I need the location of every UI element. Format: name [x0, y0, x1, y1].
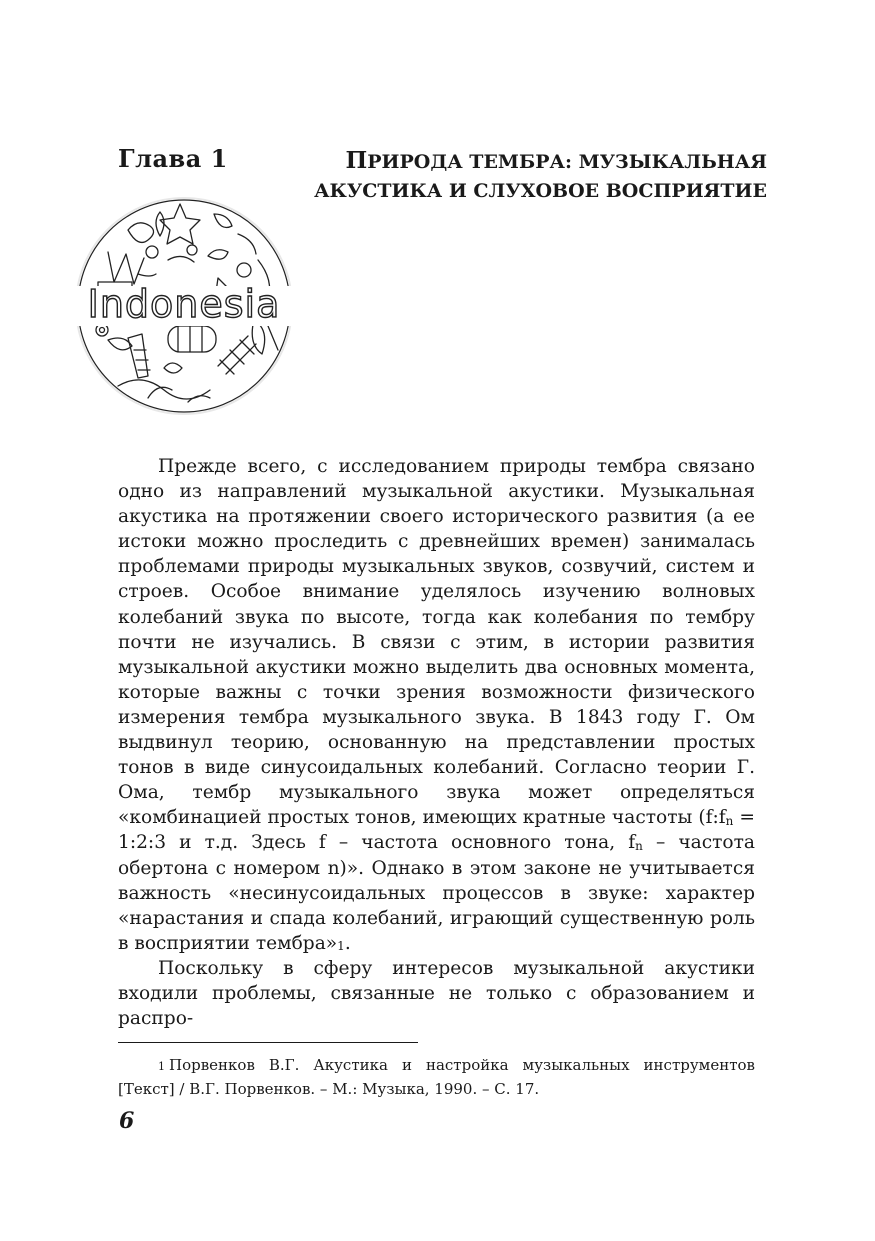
footnote-separator: [118, 1042, 418, 1043]
subscript-n-1: n: [725, 814, 734, 829]
chapter-title-line-1: [307, 146, 767, 177]
indonesia-doodle-emblem: [68, 190, 300, 422]
paragraph-1: [118, 454, 755, 956]
subscript-n-2: n: [635, 839, 643, 854]
footnote-reference[interactable]: 1: [337, 938, 345, 953]
page-number: 6: [119, 1108, 135, 1134]
paragraph-1-part-a: Прежде всего, с исследованием природы тембра связано одно из направлений музыкальной акустики. Музыкальная акустика на протяжении своего исторического развития (а ее истоки можно проследить с древнейших времен) занималась проблемами природы музыкальных звуков, созвучий, систем и строев. Особое внимание уделялось изучению волновых колебаний звука по высоте, тогда как колебания по тембру почти не изучались. В связи с этим, в истории развития музыкальной акустики можно выделить два основных момента, которые важны с точки зрения возможности физического измерения тембра музыкального звука. В 1843 году Г. Ом выдвинул теорию, основанную на представлении простых тонов в виде синусоидальных колебаний. Согласно теории Г. Ома, тембр музыкального звука может определяться «комбинацией простых тонов, имеющих кратные частоты (f:f: [118, 456, 755, 829]
body-text: [118, 454, 755, 1031]
chapter-title-initial: П: [345, 147, 368, 174]
paragraph-1-end: .: [344, 932, 351, 954]
footnote: [118, 1054, 755, 1101]
footnote-text: Порвенков В.Г. Акустика и настройка музыкальных инструментов [Текст] / В.Г. Порвенков. – М.: Музыка, 1990. – С. 17.: [118, 1056, 755, 1098]
chapter-title-line-2: АКУСТИКА И СЛУХОВОЕ ВОСПРИЯТИЕ: [314, 180, 767, 202]
paragraph-1-part-c: – частота обертона с номером n)». Однако в этом законе не учитывается важность «несинусоидальных процессов в звуке: характер «нарастания и спада колебаний, играющий существенную роль в восприятии тембра»: [118, 832, 756, 954]
paragraph-1-part-b: = 1:2:3 и т.д. Здесь f – частота основного тона, f: [118, 807, 755, 854]
paragraph-2: Поскольку в сферу интересов музыкальной акустики входили проблемы, связанные не только с образованием и распро-: [118, 957, 755, 1030]
chapter-title: [307, 146, 767, 206]
emblem-word: Indonesia: [87, 282, 281, 326]
footnote-mark: 1: [158, 1060, 165, 1073]
chapter-title-line-1-rest: РИРОДА ТЕМБРА: МУЗЫКАЛЬНАЯ: [367, 151, 767, 173]
chapter-label: Глава 1: [118, 144, 228, 173]
